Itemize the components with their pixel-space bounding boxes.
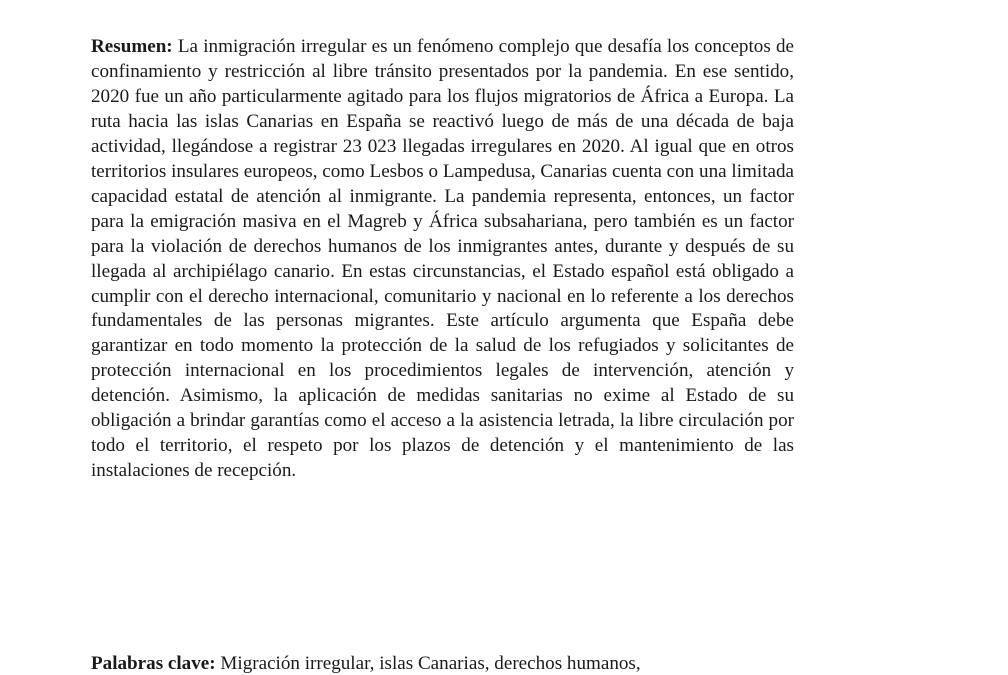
keywords-paragraph	[91, 652, 794, 675]
abstract-paragraph	[91, 35, 794, 484]
keywords-text: Migración irregular, islas Canarias, derechos humanos,	[220, 653, 641, 674]
abstract-label: Resumen:	[91, 36, 173, 57]
document-page	[91, 0, 794, 675]
keywords-label: Palabras clave:	[91, 653, 216, 674]
abstract-text: La inmigración irregular es un fenómeno complejo que desafía los conceptos de confinamiento y restricción al libre tránsito presentados por la pandemia. En ese sentido, 2020 fue un año particularmente agitado para los flujos migratorios de África a Europa. La ruta hacia las islas Canarias en España se reactivó luego de más de una década de baja actividad, llegándose a registrar 23 023 llegadas irregulares en 2020. Al igual que en otros territorios insulares europeos, como Lesbos o Lampedusa, Canarias cuenta con una limitada capacidad estatal de atención al inmigrante. La pandemia representa, entonces, un factor para la emigración masiva en el Magreb y África subsahariana, pero también es un factor para la violación de derechos humanos de los inmigrantes antes, durante y después de su llegada al archipiélago canario. En estas circunstancias, el Estado español está obligado a cumplir con el derecho internacional, comunitario y nacional en lo referente a los derechos fundamentales de las personas migrantes. Este artículo argumenta que España debe garantizar en todo momento la protección de la salud de los refugiados y solicitantes de protección internacional en los procedimientos legales de intervención, atención y detención. Asimismo, la aplicación de medidas sanitarias no exime al Estado de su obligación a brindar garantías como el acceso a la asistencia letrada, la libre circulación por todo el territorio, el respeto por los plazos de detención y el mantenimiento de las instalaciones de recepción.	[91, 36, 794, 482]
